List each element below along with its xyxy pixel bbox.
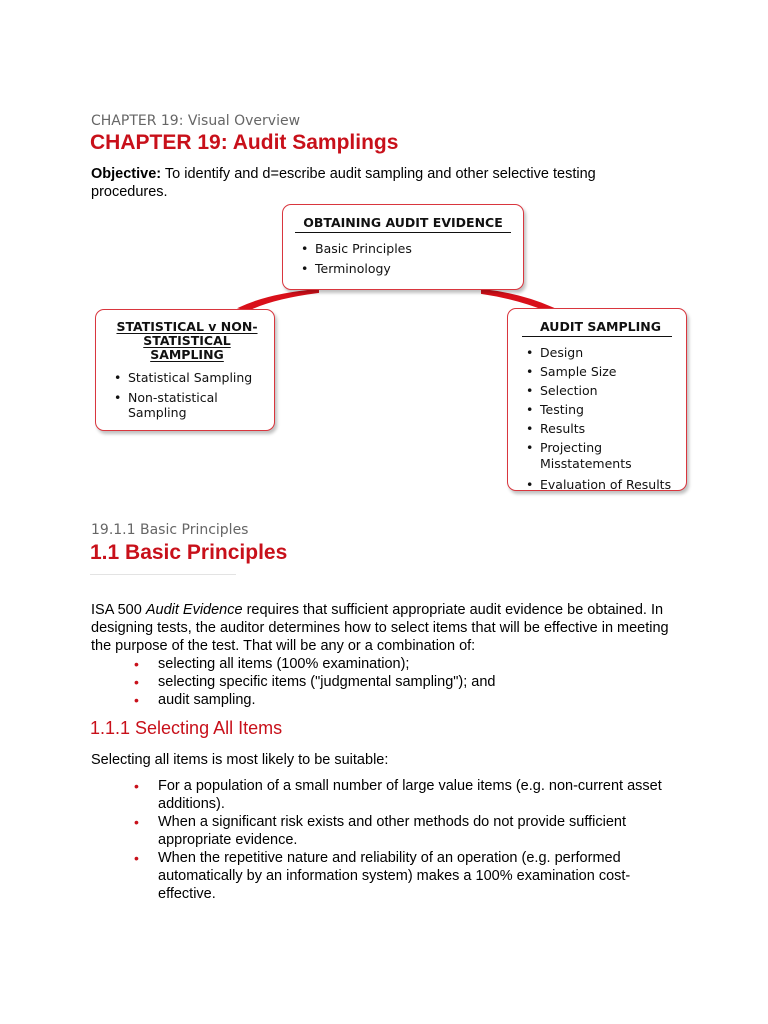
box-top-item: • Terminology [283, 259, 523, 279]
box-top-title: OBTAINING AUDIT EVIDENCE [295, 215, 511, 233]
overview-diagram [0, 0, 768, 500]
box-left-item: • Statistical Sampling [96, 370, 274, 385]
box-right-item: • Sample Size [508, 362, 686, 381]
box-top-item: • Basic Principles [283, 239, 523, 259]
subsection-bullet-list [91, 777, 681, 903]
list-item: • When the repetitive nature and reliability of an operation (e.g. performed automatically by an information system) makes a 100% examination cost-effective. [91, 849, 681, 903]
intro-rest: requires that sufficient appropriate audit evidence be obtained. In designing tests, the auditor determines how to select items that will be effective in meeting the purpose of the test. That will be any or a combination of: [91, 602, 669, 654]
connector-right [482, 290, 552, 310]
box-audit-sampling [507, 308, 687, 491]
subsection-intro: Selecting all items is most likely to be suitable: [91, 752, 389, 768]
box-right-title: AUDIT SAMPLING [522, 319, 672, 337]
box-right-item: • Selection [508, 381, 686, 400]
chapter-kicker: CHAPTER 19: Visual Overview [91, 113, 301, 129]
intro-prefix: ISA 500 [91, 602, 146, 618]
section-kicker: 19.1.1 Basic Principles [91, 522, 249, 538]
section-intro [91, 601, 681, 655]
section-bullet-list [91, 655, 681, 709]
objective-text: To identify and d=escribe audit sampling and other selective testing procedures. [91, 166, 596, 200]
objective-label: Objective: [91, 166, 162, 182]
list-item: • selecting all items (100% examination); [91, 655, 681, 673]
box-right-item: • Results [508, 419, 686, 438]
box-right-item: • Design [508, 343, 686, 362]
section-divider [90, 574, 236, 575]
list-item: • For a population of a small number of large value items (e.g. non-current asset additions). [91, 777, 681, 813]
intro-italic: Audit Evidence [145, 602, 243, 618]
box-obtaining-audit-evidence [282, 204, 524, 290]
box-left-title-text: STATISTICAL v NON-STATISTICAL SAMPLING [116, 319, 258, 362]
section-title: 1.1 Basic Principles [90, 541, 288, 564]
list-item: • selecting specific items ("judgmental sampling"); and [91, 673, 681, 691]
connector-left [240, 290, 318, 310]
subsection-title: 1.1.1 Selecting All Items [90, 718, 283, 738]
chapter-title: CHAPTER 19: Audit Samplings [90, 131, 399, 154]
box-right-item: • Projecting Misstatements [508, 440, 640, 472]
box-right-item: • Evaluation of Results [508, 475, 686, 494]
box-left-item: • Non-statistical Sampling [96, 390, 238, 420]
box-right-item: • Testing [508, 400, 686, 419]
box-left-title [104, 320, 264, 362]
list-item: • When a significant risk exists and other methods do not provide sufficient appropriate evidence. [91, 813, 681, 849]
list-item: • audit sampling. [91, 691, 681, 709]
box-statistical-sampling [95, 309, 275, 431]
